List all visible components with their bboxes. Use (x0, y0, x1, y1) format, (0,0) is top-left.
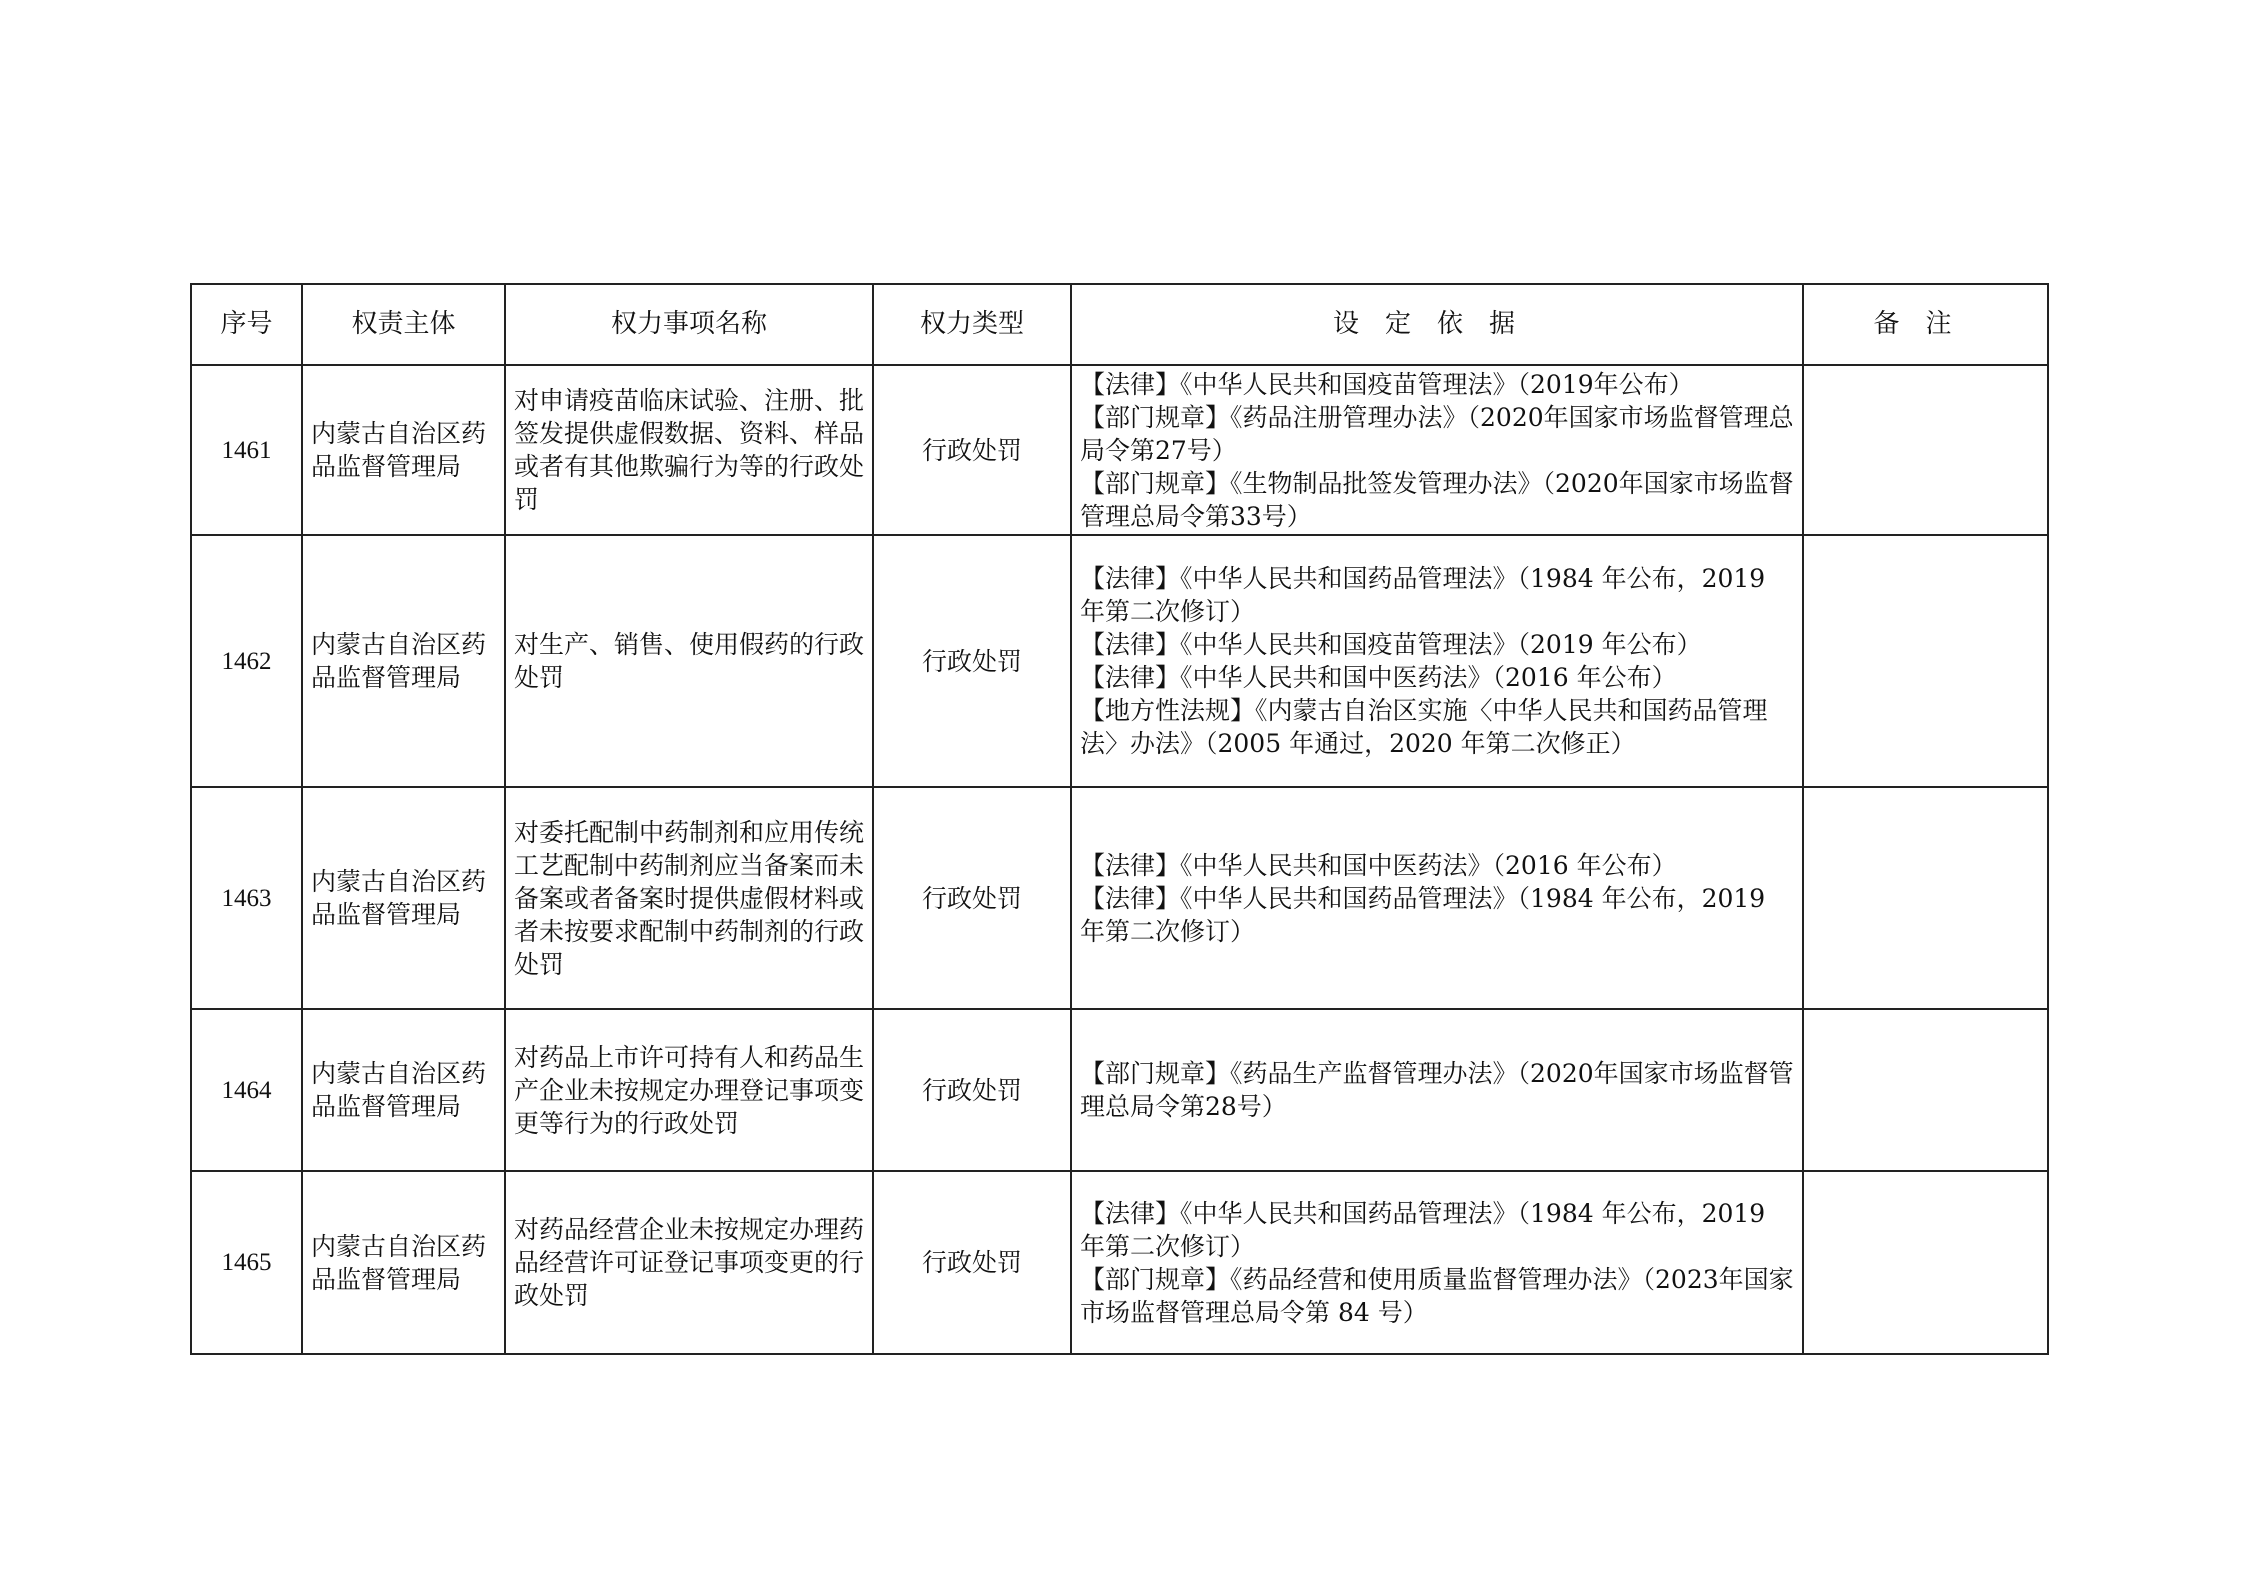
cell-remark (1803, 787, 2048, 1009)
header-type: 权力类型 (873, 284, 1071, 365)
cell-power-name: 对药品经营企业未按规定办理药品经营许可证登记事项变更的行政处罚 (505, 1171, 873, 1354)
cell-power-type: 行政处罚 (873, 365, 1071, 535)
power-list-table (190, 283, 2049, 1355)
basis-line: 【法律】《中华人民共和国药品管理法》（1984 年公布，2019 年第二次修订） (1080, 1198, 1766, 1261)
cell-seq: 1462 (191, 535, 302, 787)
table-row (191, 787, 2048, 1009)
header-seq: 序号 (191, 284, 302, 365)
cell-basis (1071, 535, 1803, 787)
cell-power-name: 对生产、销售、使用假药的行政处罚 (505, 535, 873, 787)
cell-power-name: 对申请疫苗临床试验、注册、批签发提供虚假数据、资料、样品或者有其他欺骗行为等的行政处罚 (505, 365, 873, 535)
basis-line: 【部门规章】《药品经营和使用质量监督管理办法》（2023年国家市场监督管理总局令第 84 号） (1080, 1264, 1794, 1327)
basis-line: 【法律】《中华人民共和国中医药法》（2016 年公布） (1080, 850, 1677, 880)
cell-subject: 内蒙古自治区药品监督管理局 (302, 1009, 505, 1171)
header-name: 权力事项名称 (505, 284, 873, 365)
cell-power-name: 对委托配制中药制剂和应用传统工艺配制中药制剂应当备案而未备案或者备案时提供虚假材料或者未按要求配制中药制剂的行政处罚 (505, 787, 873, 1009)
basis-line: 【法律】《中华人民共和国疫苗管理法》（2019年公布） (1080, 369, 1694, 399)
table-row (191, 365, 2048, 535)
header-basis: 设定依据 (1071, 284, 1803, 365)
cell-basis (1071, 1009, 1803, 1171)
header-subject: 权责主体 (302, 284, 505, 365)
cell-power-type: 行政处罚 (873, 1171, 1071, 1354)
cell-power-name: 对药品上市许可持有人和药品生产企业未按规定办理登记事项变更等行为的行政处罚 (505, 1009, 873, 1171)
cell-basis (1071, 787, 1803, 1009)
cell-power-type: 行政处罚 (873, 535, 1071, 787)
cell-subject: 内蒙古自治区药品监督管理局 (302, 365, 505, 535)
cell-seq: 1461 (191, 365, 302, 535)
table-row (191, 535, 2048, 787)
basis-line: 【部门规章】《生物制品批签发管理办法》（2020年国家市场监督管理总局令第33号） (1080, 468, 1794, 531)
cell-subject: 内蒙古自治区药品监督管理局 (302, 1171, 505, 1354)
basis-line: 【法律】《中华人民共和国中医药法》（2016 年公布） (1080, 663, 1677, 692)
basis-line: 【法律】《中华人民共和国药品管理法》（1984 年公布，2019 年第二次修订） (1080, 564, 1766, 626)
basis-line: 【法律】《中华人民共和国药品管理法》（1984 年公布，2019 年第二次修订） (1080, 883, 1766, 946)
header-remark: 备注 (1803, 284, 2048, 365)
cell-remark (1803, 1171, 2048, 1354)
table-row (191, 1171, 2048, 1354)
basis-line: 【法律】《中华人民共和国疫苗管理法》（2019 年公布） (1080, 630, 1702, 659)
cell-remark (1803, 365, 2048, 535)
basis-line: 【部门规章】《药品注册管理办法》（2020年国家市场监督管理总局令第27号） (1080, 402, 1794, 465)
cell-basis (1071, 365, 1803, 535)
cell-seq: 1465 (191, 1171, 302, 1354)
cell-seq: 1464 (191, 1009, 302, 1171)
table-header-row (191, 284, 2048, 365)
basis-line: 【地方性法规】《内蒙古自治区实施〈中华人民共和国药品管理法〉办法》（2005 年通过，2020 年第二次修正） (1080, 696, 1768, 758)
cell-basis (1071, 1171, 1803, 1354)
cell-seq: 1463 (191, 787, 302, 1009)
cell-subject: 内蒙古自治区药品监督管理局 (302, 787, 505, 1009)
table-row (191, 1009, 2048, 1171)
basis-line: 【部门规章】《药品生产监督管理办法》（2020年国家市场监督管理总局令第28号） (1080, 1059, 1794, 1121)
cell-power-type: 行政处罚 (873, 787, 1071, 1009)
cell-power-type: 行政处罚 (873, 1009, 1071, 1171)
cell-remark (1803, 535, 2048, 787)
cell-subject: 内蒙古自治区药品监督管理局 (302, 535, 505, 787)
cell-remark (1803, 1009, 2048, 1171)
